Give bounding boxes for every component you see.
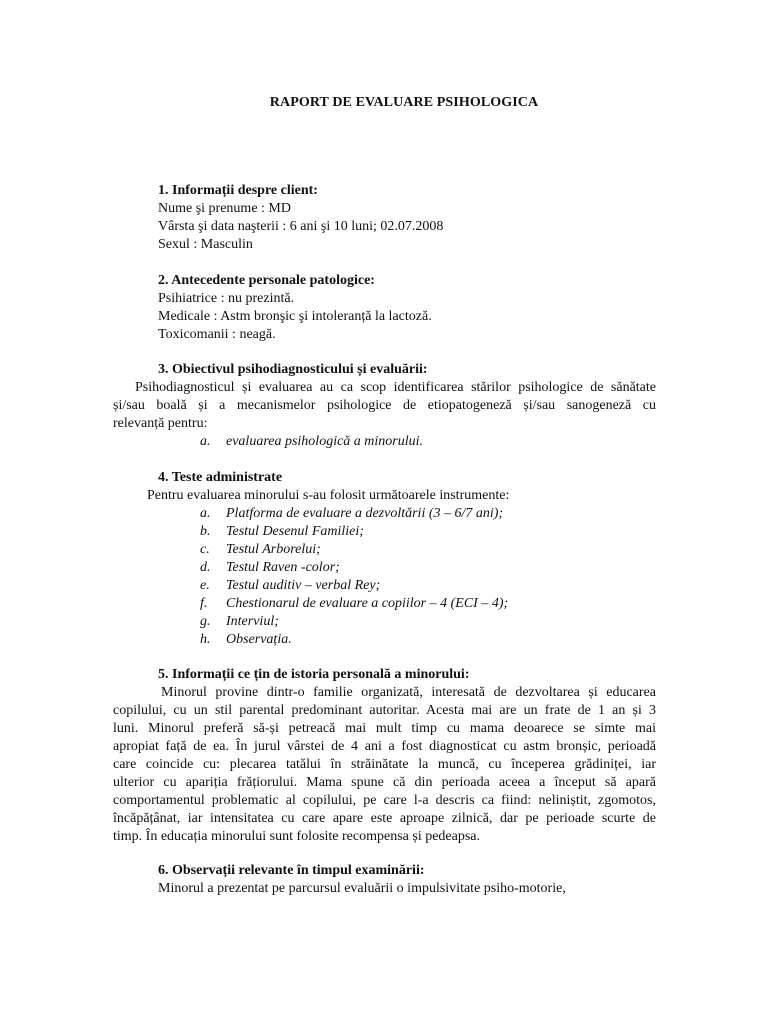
client-name-line: Nume şi prenume : MD — [158, 201, 291, 216]
test-item-marker: f. — [200, 596, 208, 611]
test-item-text: Testul Arborelui; — [226, 542, 321, 557]
history-paragraph-line: luni. Minorul preferă să-și petreacă mai mult timp cu mama deoarece se simte mai — [113, 721, 656, 736]
section-1-heading: 1. Informații despre client: — [158, 183, 318, 198]
history-paragraph-line: copilului, cu un stil parental predominant autoritar. Acesta mai are un frate de 1 an și 3 — [113, 703, 656, 718]
test-item-text: Interviul; — [226, 614, 279, 629]
observations-line: Minorul a prezentat pe parcursul evaluării o impulsivitate psiho-motorie, — [158, 881, 566, 896]
psychiatric-history-line: Psihiatrice : nu prezintă. — [158, 291, 295, 306]
section-4-heading: 4. Teste administrate — [158, 470, 283, 485]
tests-intro-line: Pentru evaluarea minorului s-au folosit următoarele instrumente: — [147, 488, 510, 503]
test-item-marker: a. — [200, 506, 211, 521]
history-paragraph-line: Minorul provine dintr-o familie organizată, interesată de dezvoltarea și educarea — [161, 685, 656, 700]
test-item-marker: b. — [200, 524, 211, 539]
history-paragraph-line: timp. În educația minorului sunt folosite recompensa și pedeapsa. — [113, 829, 481, 844]
history-paragraph-line: care coincide cu: plecarea tatălui în străinătate la muncă, cu începerea grădiniței, iar — [113, 757, 656, 772]
objective-paragraph-line: și/sau boală și a mecanismelor psihologice de etiopatogeneză și/sau sanogeneză cu — [113, 398, 656, 413]
test-item-marker: d. — [200, 560, 211, 575]
test-item-text: Testul Raven -color; — [226, 560, 340, 575]
test-item-text: Platforma de evaluare a dezvoltării (3 – 6/7 ani); — [226, 506, 504, 521]
objective-item-text: evaluarea psihologică a minorului. — [226, 434, 424, 449]
section-6-heading: 6. Observații relevante în timpul examinării: — [158, 863, 425, 878]
test-item-text: Testul auditiv – verbal Rey; — [226, 578, 381, 593]
test-item-marker: h. — [200, 632, 211, 647]
section-3-heading: 3. Obiectivul psihodiagnosticului și evaluării: — [158, 362, 428, 377]
objective-paragraph-line: Psihodiagnosticul și evaluarea au ca scop identificarea stărilor psihologice de sănătate — [135, 380, 656, 395]
section-2-heading: 2. Antecedente personale patologice: — [158, 273, 375, 288]
client-age-line: Vârsta şi data naşterii : 6 ani şi 10 luni; 02.07.2008 — [158, 219, 444, 234]
objective-item-marker: a. — [200, 434, 211, 449]
objective-paragraph-line: relevanță pentru: — [113, 416, 208, 431]
test-item-text: Observația. — [226, 632, 292, 647]
document-title: RAPORT DE EVALUARE PSIHOLOGICA — [269, 95, 539, 110]
section-5-heading: 5. Informații ce țin de istoria personală a minorului: — [158, 667, 470, 682]
objective-paragraph — [113, 379, 656, 433]
history-paragraph-line: apropiat față de ea. În jurul vârstei de 4 ani a fost diagnosticat cu astm bronșic, perioadă — [113, 739, 656, 754]
history-paragraph-line: comportamentul problematic al copilului, pe care l-a descris ca fiind: neliniștit, zgomotos, — [113, 793, 656, 808]
test-item-text: Testul Desenul Familiei; — [226, 524, 364, 539]
toxicomania-line: Toxicomanii : neagă. — [158, 327, 276, 342]
history-paragraph-line: încăpățânat, iar intensitatea cu care apare este aproape zilnică, dar pe perioade scurte de — [113, 811, 656, 826]
client-sex-line: Sexul : Masculin — [158, 237, 253, 252]
medical-history-line: Medicale : Astm bronşic şi intoleranță la lactoză. — [158, 309, 432, 324]
test-item-marker: g. — [200, 614, 211, 629]
test-item-text: Chestionarul de evaluare a copiilor – 4 (ECI – 4); — [226, 596, 509, 611]
history-paragraph — [113, 684, 656, 846]
test-item-marker: c. — [200, 542, 210, 557]
test-item-marker: e. — [200, 578, 210, 593]
history-paragraph-line: ulterior cu apariția frățiorului. Mama spune că din perioada aceea a început să apară — [113, 775, 656, 790]
